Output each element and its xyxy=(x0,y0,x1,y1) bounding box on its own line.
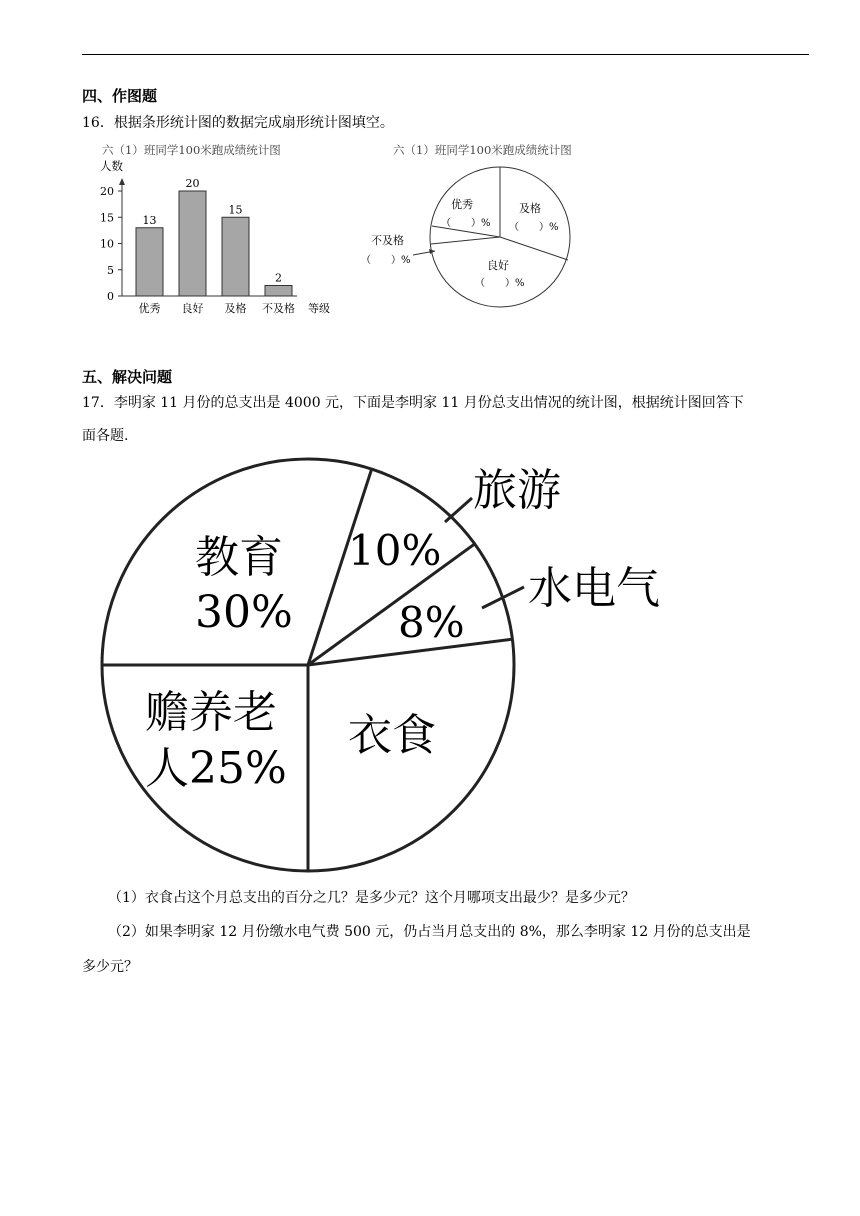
slice-name-elder-line1: 赡养老 xyxy=(145,687,277,738)
slice-name-food: 衣食 xyxy=(348,710,436,761)
bar-chart-ylabel: 人数 xyxy=(100,159,123,173)
small-pie-label-excellent: 优秀 xyxy=(451,198,473,211)
slice-name-utilities: 水电气 xyxy=(528,563,660,614)
sub-question-1: （1）衣食占这个月总支出的百分之几？是多少元？这个月哪项支出最少？是多少元？ xyxy=(108,890,635,906)
question-17-line2: 面各题. xyxy=(82,428,129,444)
small-pie-blank-excellent: （ ）% xyxy=(441,218,491,229)
small-pie-chart xyxy=(355,138,615,320)
bar-category-label: 及格 xyxy=(224,302,247,315)
bar-category-label: 优秀 xyxy=(138,302,161,315)
small-pie-label-good: 良好 xyxy=(487,259,509,272)
small-pie-divider xyxy=(500,237,568,260)
bar xyxy=(136,228,163,296)
section-4-title: 四、作图题 xyxy=(82,87,158,105)
bar-chart-title: 六（1）班同学100米跑成绩统计图 xyxy=(102,143,281,157)
bar-y-tick-label: 5 xyxy=(107,263,114,277)
small-pie-label-pass: 及格 xyxy=(519,202,541,215)
bar-y-tick-label: 15 xyxy=(100,211,114,225)
bar-value-label: 15 xyxy=(228,203,243,217)
question-16: 16．根据条形统计图的数据完成扇形统计图填空。 xyxy=(82,115,394,131)
small-pie-divider xyxy=(431,237,500,244)
small-pie-blank-fail: （ ）% xyxy=(361,255,411,266)
bar-y-axis-arrowhead xyxy=(119,178,125,185)
callout-line-travel xyxy=(445,498,472,522)
bar-y-tick-label: 0 xyxy=(107,290,114,303)
bar-category-label: 不及格 xyxy=(262,302,295,315)
slice-value-utilities: 8% xyxy=(398,598,465,647)
bar xyxy=(179,191,206,296)
small-pie-label-fail: 不及格 xyxy=(371,234,404,247)
bar-value-label: 20 xyxy=(185,177,200,190)
bar xyxy=(222,217,249,296)
bar-value-label: 2 xyxy=(275,271,282,285)
sub-question-2-line1: （2）如果李明家 12 月份缴水电气费 500 元，仍占当月总支出的 8%，那么李明家 12 月份的总支出是 xyxy=(108,924,751,940)
section-5-title: 五、解决问题 xyxy=(82,368,173,386)
callout-line-utilities xyxy=(482,587,524,608)
small-pie-blank-pass: （ ）% xyxy=(509,222,559,233)
bar-y-tick-label: 20 xyxy=(100,185,114,198)
bar-value-label: 13 xyxy=(142,213,157,227)
bar xyxy=(265,286,292,297)
sub-question-2-line2: 多少元？ xyxy=(82,959,138,975)
slice-value-travel: 10% xyxy=(348,526,442,575)
slice-name-education: 教育 xyxy=(195,532,283,583)
slice-value-education: 30% xyxy=(195,587,293,638)
bar-chart-xlabel: 等级 xyxy=(308,302,330,315)
top-rule xyxy=(82,54,809,55)
slice-value-elder: 25% xyxy=(189,743,287,794)
question-17-line1: 17．李明家 11 月份的总支出是 4000 元，下面是李明家 11 月份总支出情况的统计图，根据统计图回答下 xyxy=(82,395,744,411)
slice-name-elder-line2: 人25% xyxy=(145,743,287,794)
slice-name-travel: 旅游 xyxy=(473,465,561,516)
bar-category-label: 良好 xyxy=(181,302,204,315)
small-pie-title: 六（1）班同学100米跑成绩统计图 xyxy=(393,143,572,157)
small-pie-blank-good: （ ）% xyxy=(475,278,525,289)
bar-y-tick-label: 10 xyxy=(100,237,114,251)
expense-pie-chart xyxy=(90,455,700,875)
bar-chart xyxy=(82,138,352,320)
